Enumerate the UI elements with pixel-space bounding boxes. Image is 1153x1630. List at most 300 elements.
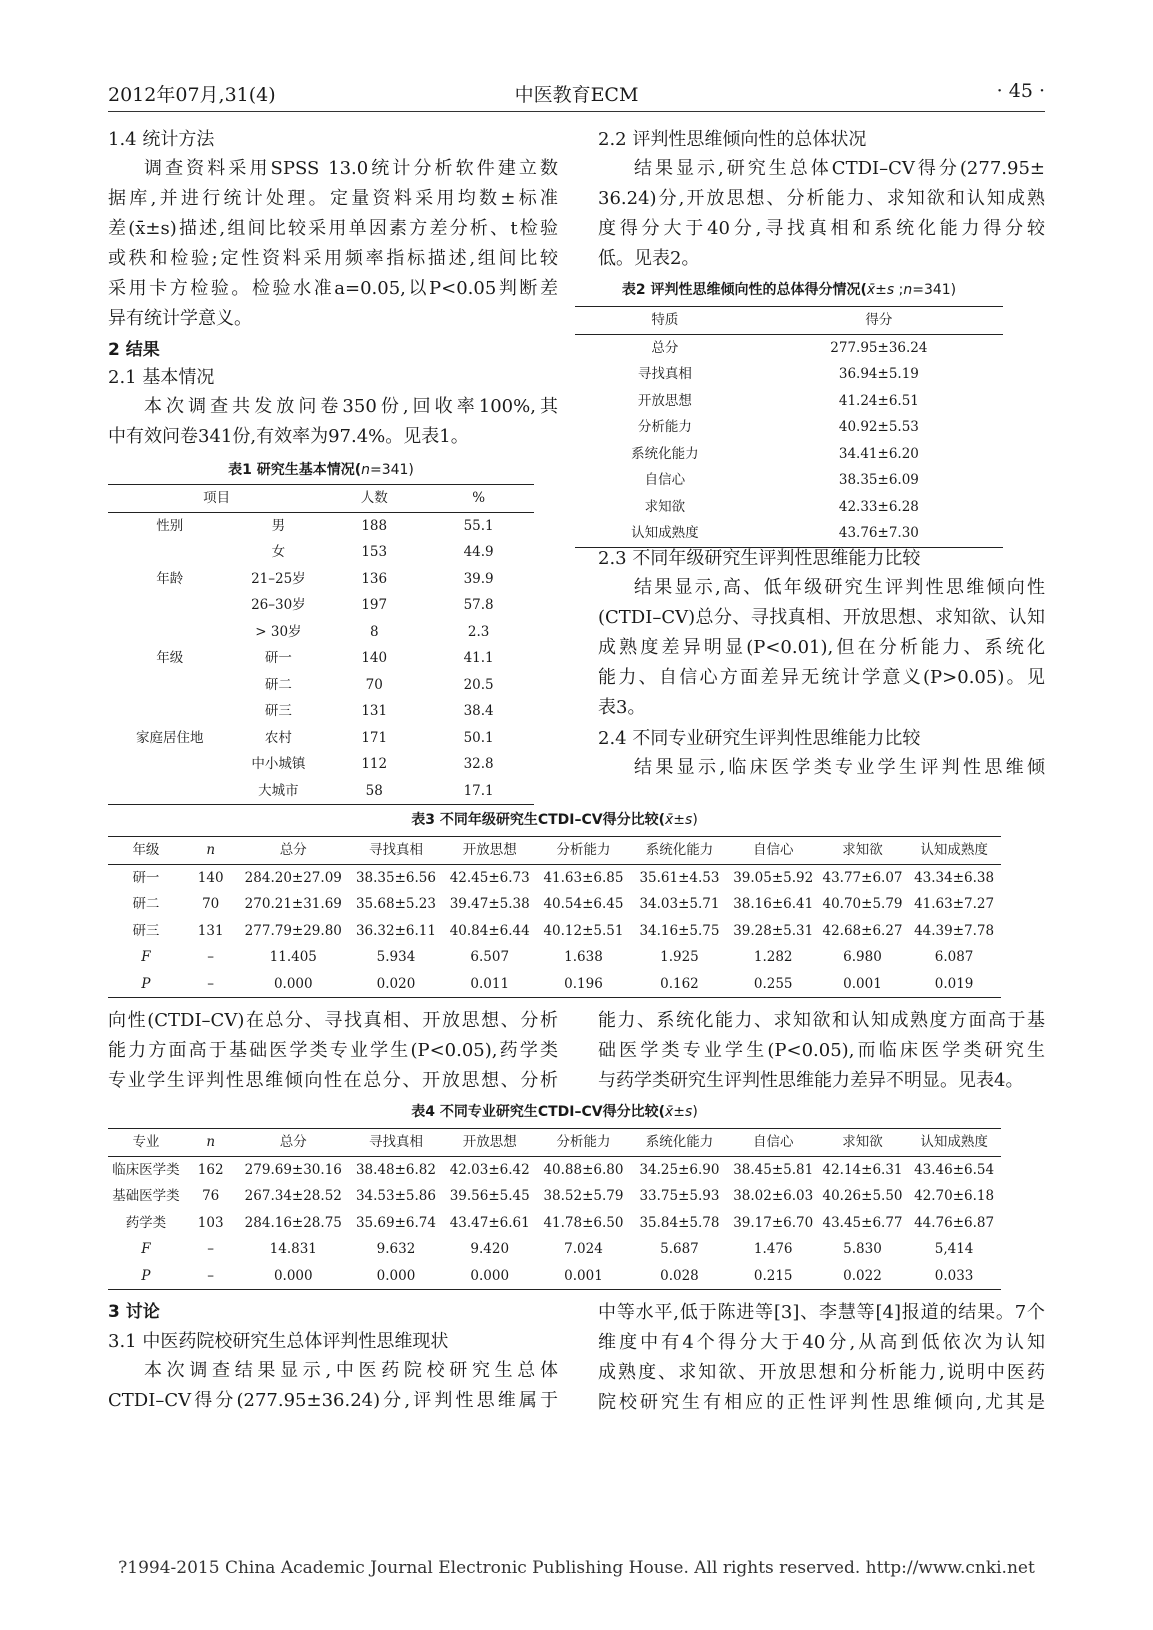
table-row	[108, 566, 534, 593]
running-header	[108, 80, 1045, 110]
column-header: 寻找真相	[368, 1134, 423, 1150]
table-header-row	[108, 837, 1001, 865]
table-cell: –	[207, 949, 215, 965]
text-line: 度得分大于40分,寻找真相和系统化能力得分较	[598, 218, 1045, 239]
table-cell: 1.476	[753, 1241, 793, 1257]
table-cell: 43.47±6.61	[449, 1214, 530, 1231]
table-cell: 140	[361, 650, 388, 666]
table-cell: 0.019	[934, 975, 974, 992]
text-line: 结果显示,临床医学类专业学生评判性思维倾	[634, 757, 1045, 778]
table-cell: 1.925	[660, 949, 699, 965]
table-cell: 0.000	[376, 1267, 416, 1284]
table-1	[108, 458, 534, 805]
table-4-body	[108, 1156, 1001, 1290]
right-column-mid	[598, 545, 1045, 783]
table-cell: 0.001	[843, 975, 882, 992]
table-cell: 年龄	[156, 570, 184, 587]
table-row	[108, 1263, 1001, 1290]
table-cell: 32.8	[463, 756, 494, 772]
table-cell: 34.16±5.75	[639, 922, 720, 939]
table-row	[108, 1183, 1001, 1210]
text-line: 础医学类专业学生(P<0.05),而临床医学类研究生	[598, 1040, 1045, 1061]
text-line: 能力、系统化能力、求知欲和认知成熟度方面高于基	[598, 1010, 1045, 1031]
table-cell: 43.46±6.54	[914, 1161, 995, 1178]
heading-2-3: 2.3 不同年级研究生评判性思维能力比较	[598, 548, 921, 569]
table-cell: 42.68±6.27	[822, 922, 903, 939]
table-cell	[108, 698, 232, 725]
table-cell	[108, 751, 232, 778]
table-cell: 34.03±5.71	[639, 896, 720, 912]
table-cell: 性别	[156, 517, 184, 534]
column-header: 寻找真相	[368, 842, 423, 858]
text-line: 差(x̄±s)描述,组间比较采用单因素方差分析、t检验	[108, 218, 558, 239]
table-row	[575, 388, 1003, 415]
table-cell: 38.35±6.56	[355, 869, 436, 886]
table-cell: 0.000	[273, 1267, 313, 1284]
text-line: 本次调查结果显示,中医药院校研究生总体	[144, 1360, 558, 1381]
caption-tail: =341)	[912, 282, 957, 298]
table-cell: 39.28±5.31	[733, 922, 814, 939]
table-cell	[108, 672, 232, 699]
caption-stat: x̄±s	[866, 282, 895, 298]
text-line: 结果显示,高、低年级研究生评判性思维倾向性	[634, 577, 1045, 598]
caption-tail: )	[692, 812, 698, 828]
table-cell: 女	[271, 544, 286, 560]
para-2-4-cont2	[598, 1006, 1045, 1096]
para-3-1-cont	[598, 1298, 1045, 1418]
table-cell: 34.53±5.86	[355, 1188, 436, 1204]
table-row	[108, 592, 534, 619]
table-cell: 38.16±6.41	[733, 896, 814, 912]
table-cell: 39.9	[463, 570, 494, 587]
table-cell: 男	[271, 517, 286, 534]
table-row	[575, 441, 1003, 468]
table-cell: 5.687	[660, 1241, 699, 1257]
text-line: 调查资料采用SPSS 13.0统计分析软件建立数	[144, 158, 558, 179]
table-cell: 38.4	[463, 703, 494, 719]
table-2-caption	[575, 278, 1003, 302]
table-cell: 0.022	[843, 1267, 882, 1284]
text-line: 表3。	[598, 697, 646, 718]
table-row	[575, 334, 1003, 361]
table-1-body	[108, 512, 534, 805]
table-row	[108, 672, 534, 699]
caption-text: 表3 不同年级研究生CTDI–CV得分比较(	[411, 812, 665, 828]
table-cell: 33.75±5.93	[639, 1188, 720, 1204]
table-cell: 研一	[264, 650, 292, 666]
table-cell: 1.638	[564, 949, 603, 965]
table-cell: 0.011	[470, 975, 510, 992]
table-cell: 42.03±6.42	[449, 1161, 530, 1178]
table-cell: 药学类	[125, 1214, 167, 1231]
left-column-top	[108, 126, 558, 452]
table-cell: 17.1	[463, 782, 494, 799]
table-row	[108, 512, 534, 539]
table-row	[108, 1210, 1001, 1237]
table-cell: 6.507	[470, 949, 510, 965]
table-row	[108, 1156, 1001, 1183]
column-header: 认知成熟度	[920, 842, 988, 858]
table-cell: 35.69±6.74	[355, 1214, 436, 1231]
table-cell: 57.8	[463, 597, 494, 613]
column-header: 开放思想	[462, 1134, 517, 1150]
table-cell: 研一	[132, 869, 160, 886]
table-row	[108, 778, 534, 805]
column-header: 人数	[360, 490, 388, 506]
table-3-caption	[108, 808, 1001, 832]
table-row	[108, 971, 1001, 998]
text-line: 或秩和检验;定性资料采用频率指标描述,组间比较	[108, 248, 558, 269]
text-line: 中有效问卷341份,有效率为97.4%。见表1。	[108, 426, 469, 447]
table-cell: 188	[361, 517, 388, 534]
table-cell: –	[207, 1241, 215, 1257]
text-line: 结果显示,研究生总体CTDI–CV得分(277.95±	[634, 158, 1045, 179]
table-cell: 40.84±6.44	[449, 922, 530, 939]
table-cell: 7.024	[564, 1241, 603, 1257]
table-cell	[108, 778, 232, 805]
table-cell: 279.69±30.16	[244, 1161, 342, 1178]
text-line: 低。见表2。	[598, 248, 700, 269]
table-cell: 11.405	[269, 949, 317, 965]
table-header-row	[108, 485, 534, 513]
caption-sep: ;	[894, 282, 904, 298]
text-line: 成熟度差异明显(P<0.01),但在分析能力、系统化	[598, 637, 1045, 658]
table-4-grid	[108, 1128, 1001, 1290]
table-cell: 267.34±28.52	[244, 1188, 342, 1204]
table-cell: 41.24±6.51	[838, 392, 919, 409]
table-cell: 38.45±5.81	[733, 1161, 814, 1178]
table-cell: 284.20±27.09	[244, 869, 342, 886]
table-cell: 0.255	[753, 975, 793, 992]
column-header: 认知成熟度	[920, 1134, 988, 1150]
table-cell: 开放思想	[637, 392, 692, 409]
text-line: 专业学生评判性思维倾向性在总分、开放思想、分析	[108, 1070, 558, 1091]
table-cell: 43.45±6.77	[822, 1214, 903, 1231]
table-cell: 6.980	[843, 949, 882, 965]
table-3-grid	[108, 836, 1001, 998]
table-3	[108, 808, 1001, 998]
table-row	[108, 619, 534, 646]
table-cell: 34.41±6.20	[838, 445, 919, 462]
text-line: 据库,并进行统计处理。定量资料采用均数±标准	[108, 188, 558, 209]
table-cell: 38.35±6.09	[838, 472, 919, 488]
table-4	[108, 1100, 1001, 1290]
table-cell: 26–30岁	[251, 597, 306, 613]
table-cell: 5,414	[934, 1241, 974, 1257]
heading-1-4: 1.4 统计方法	[108, 129, 215, 150]
text-line: 维度中有4个得分大于40分,从高到低依次为认知	[598, 1332, 1045, 1353]
table-row	[575, 494, 1003, 521]
table-cell: > 30岁	[255, 623, 302, 640]
table-cell: 50.1	[463, 729, 494, 746]
table-cell: 40.26±5.50	[822, 1188, 903, 1204]
table-cell: 20.5	[463, 676, 494, 693]
table-cell: 39.17±6.70	[733, 1214, 814, 1231]
table-row	[108, 698, 534, 725]
text-line: 36.24)分,开放思想、分析能力、求知欲和认知成熟	[598, 188, 1045, 209]
table-cell: 21–25岁	[251, 570, 306, 587]
table-cell: 43.76±7.30	[838, 525, 919, 541]
journal-date: 2012年07月,31(4)	[108, 84, 276, 106]
heading-2: 2 结果	[108, 340, 160, 360]
heading-3: 3 讨论	[108, 1302, 160, 1322]
column-header: 专业	[132, 1134, 160, 1150]
caption-n: n	[903, 282, 913, 298]
column-header: 分析能力	[556, 842, 611, 858]
column-header: 开放思想	[462, 842, 517, 858]
para-2-4	[598, 753, 1045, 783]
table-cell: 大城市	[258, 782, 299, 799]
left-column-mid	[108, 1006, 558, 1096]
table-cell: 44.9	[463, 544, 494, 560]
table-cell: 农村	[264, 729, 292, 746]
column-header: 年级	[132, 842, 160, 858]
column-header: 自信心	[752, 842, 794, 858]
text-line: 异有统计学意义。	[108, 308, 252, 329]
table-row	[108, 725, 534, 752]
table-cell: F	[141, 949, 151, 965]
table-cell: 76	[202, 1188, 220, 1204]
table-cell: 总分	[651, 339, 679, 356]
table-cell: –	[207, 975, 215, 992]
table-cell: F	[141, 1241, 151, 1257]
column-header: 求知欲	[842, 1134, 883, 1150]
column-header: 得分	[865, 312, 893, 328]
table-cell: 42.33±6.28	[838, 498, 919, 515]
caption-tail: )	[692, 1104, 698, 1120]
table-cell: 131	[197, 922, 224, 939]
heading-2-2: 2.2 评判性思维倾向性的总体状况	[598, 129, 867, 150]
table-cell: 0.000	[273, 975, 313, 992]
right-column-bottom	[598, 1298, 1045, 1418]
column-header: n	[206, 842, 216, 858]
para-2-4-cont	[108, 1006, 558, 1096]
table-1-grid	[108, 484, 534, 805]
table-cell: 0.020	[376, 975, 416, 992]
table-3-body	[108, 864, 1001, 998]
table-2-body	[575, 334, 1003, 547]
para-1-4	[108, 154, 558, 334]
heading-3-1: 3.1 中医药院校研究生总体评判性思维现状	[108, 1331, 449, 1352]
table-cell: 自信心	[644, 472, 686, 488]
table-cell: 认知成熟度	[631, 525, 699, 541]
heading-2-1: 2.1 基本情况	[108, 367, 215, 388]
text-line: 能力、自信心方面差异无统计学意义(P>0.05)。见	[598, 667, 1045, 688]
table-cell: 研二	[132, 896, 160, 912]
table-cell: 70	[365, 676, 383, 693]
table-cell: 44.39±7.78	[914, 922, 995, 939]
table-cell: 0.033	[934, 1267, 974, 1284]
text-line: 采用卡方检验。检验水准a=0.05,以P<0.05判断差	[108, 278, 558, 299]
column-header: 总分	[279, 842, 307, 858]
table-cell: 0.028	[660, 1267, 699, 1284]
table-cell: 38.52±5.79	[543, 1188, 624, 1204]
table-cell: 研三	[264, 703, 292, 719]
table-row	[108, 1236, 1001, 1263]
table-row	[108, 891, 1001, 918]
table-4-caption	[108, 1100, 1001, 1124]
journal-name: 中医教育ECM	[514, 84, 639, 106]
table-cell: 34.25±6.90	[639, 1161, 720, 1178]
column-header: 项目	[203, 490, 231, 506]
table-cell: 270.21±31.69	[244, 896, 342, 912]
text-line: 本次调查共发放问卷350份,回收率100%,其	[144, 396, 558, 417]
text-line: 成熟度、求知欲、开放思想和分析能力,说明中医药	[598, 1362, 1045, 1383]
table-cell: 42.70±6.18	[914, 1188, 995, 1204]
table-row	[575, 467, 1003, 494]
table-cell: 8	[369, 623, 379, 640]
table-cell: 197	[361, 597, 388, 613]
caption-stat: x̄±s	[665, 1104, 693, 1120]
table-cell: 40.54±6.45	[543, 896, 624, 912]
column-header: 分析能力	[556, 1134, 611, 1150]
column-header: 求知欲	[842, 842, 883, 858]
column-header: 自信心	[752, 1134, 794, 1150]
table-cell: 70	[202, 896, 220, 912]
table-1-caption	[108, 458, 534, 482]
table-cell: 55.1	[463, 517, 494, 534]
header-rule	[108, 111, 1045, 112]
text-line: CTDI–CV得分(277.95±36.24)分,评判性思维属于	[108, 1390, 558, 1411]
text-line: 向性(CTDI–CV)在总分、寻找真相、开放思想、分析	[108, 1010, 558, 1031]
table-cell: 58	[365, 782, 383, 799]
table-cell: 基础医学类	[112, 1188, 180, 1204]
table-row	[575, 414, 1003, 441]
table-cell: 40.88±6.80	[543, 1161, 624, 1178]
table-cell: 39.05±5.92	[733, 869, 814, 886]
table-cell: 39.56±5.45	[449, 1188, 530, 1204]
column-header: 特质	[651, 312, 679, 328]
table-cell: 38.02±6.03	[733, 1188, 814, 1204]
table-cell: 35.84±5.78	[639, 1214, 720, 1231]
table-cell: 43.34±6.38	[914, 869, 995, 886]
caption-stat: x̄±s	[665, 812, 693, 828]
table-cell: 42.14±6.31	[822, 1161, 903, 1178]
table-cell: 284.16±28.75	[244, 1214, 342, 1231]
table-cell: 131	[361, 703, 388, 719]
text-line: 与药学类研究生评判性思维能力差异不明显。见表4。	[598, 1070, 1024, 1091]
table-cell: P	[141, 975, 151, 992]
table-cell: 临床医学类	[112, 1161, 180, 1178]
table-cell: 系统化能力	[631, 445, 699, 462]
table-cell: 分析能力	[637, 419, 692, 435]
table-cell: 38.48±6.82	[355, 1161, 436, 1178]
caption-text: 表1 研究生基本情况(	[228, 462, 362, 478]
table-cell: 研二	[264, 676, 292, 693]
para-2-1	[108, 392, 558, 452]
table-cell: 寻找真相	[637, 366, 692, 382]
table-cell: 39.47±5.38	[449, 896, 530, 912]
table-cell: 41.63±7.27	[914, 896, 995, 912]
table-row	[108, 864, 1001, 891]
text-line: 能力方面高于基础医学类专业学生(P<0.05),药学类	[108, 1040, 558, 1061]
table-row	[108, 645, 534, 672]
table-cell	[108, 539, 232, 566]
table-cell: 277.95±36.24	[830, 339, 928, 356]
table-cell: 36.94±5.19	[838, 366, 919, 382]
column-header: 系统化能力	[645, 842, 714, 858]
column-header: 系统化能力	[645, 1134, 714, 1150]
table-cell: 35.68±5.23	[355, 896, 436, 912]
text-line: 中等水平,低于陈进等[3]、李慧等[4]报道的结果。7个	[598, 1302, 1045, 1323]
table-cell: 中小城镇	[251, 756, 306, 772]
table-cell: 40.92±5.53	[838, 419, 919, 435]
table-cell: 0.162	[660, 975, 699, 992]
table-cell: 研三	[132, 922, 160, 939]
table-header-row	[575, 307, 1003, 335]
para-2-2	[598, 154, 1045, 274]
table-cell	[108, 619, 232, 646]
table-cell: 6.087	[934, 949, 974, 965]
column-header: %	[472, 490, 486, 506]
caption-text: 表2 评判性思维倾向性的总体得分情况(	[621, 282, 867, 298]
table-cell: 0.001	[564, 1267, 603, 1284]
table-cell: 40.12±5.51	[543, 922, 624, 939]
text-line: 院校研究生有相应的正性评判性思维倾向,尤其是	[598, 1392, 1045, 1413]
para-3-1	[108, 1356, 558, 1416]
table-cell: 1.282	[753, 949, 793, 965]
table-2-grid	[575, 306, 1003, 548]
table-cell	[108, 592, 232, 619]
left-column-bottom	[108, 1298, 558, 1416]
table-cell: 136	[361, 570, 388, 587]
table-cell: P	[141, 1267, 151, 1284]
table-cell: 2.3	[467, 623, 490, 640]
table-cell: 家庭居住地	[136, 729, 204, 746]
text-line: (CTDI–CV)总分、寻找真相、开放思想、求知欲、认知	[598, 607, 1045, 628]
table-cell: 140	[197, 869, 224, 886]
table-cell: 277.79±29.80	[244, 922, 342, 939]
table-cell: 41.1	[463, 650, 494, 666]
table-cell: 40.70±5.79	[822, 896, 903, 912]
table-cell: 162	[197, 1161, 224, 1178]
column-header: n	[206, 1134, 216, 1150]
table-cell: 14.831	[269, 1241, 317, 1257]
table-cell: 求知欲	[644, 498, 686, 515]
table-row	[108, 751, 534, 778]
caption-n: n	[361, 462, 370, 478]
table-header-row	[108, 1129, 1001, 1157]
table-row	[575, 520, 1003, 547]
right-column-mid2	[598, 1006, 1045, 1096]
table-2	[575, 278, 1003, 548]
table-cell: 35.61±4.53	[639, 869, 720, 886]
right-column-top	[598, 126, 1045, 274]
table-cell: 41.78±6.50	[543, 1214, 624, 1231]
table-cell: 9.632	[376, 1241, 416, 1257]
table-cell: 0.215	[753, 1267, 793, 1284]
column-header: 总分	[279, 1134, 307, 1150]
page-number: · 45 ·	[996, 80, 1045, 102]
caption-text: 表4 不同专业研究生CTDI–CV得分比较(	[411, 1104, 665, 1120]
table-row	[108, 918, 1001, 945]
table-cell: 9.420	[470, 1241, 510, 1257]
table-cell: 0.196	[564, 975, 603, 992]
table-cell: 36.32±6.11	[355, 922, 436, 939]
table-cell: 0.000	[470, 1267, 510, 1284]
table-cell: 43.77±6.07	[822, 869, 903, 886]
table-cell: 44.76±6.87	[914, 1214, 995, 1231]
table-cell: 5.830	[843, 1241, 882, 1257]
table-cell: –	[207, 1267, 215, 1284]
table-cell: 年级	[156, 650, 184, 666]
para-2-3	[598, 573, 1045, 723]
table-row	[108, 539, 534, 566]
heading-2-4: 2.4 不同专业研究生评判性思维能力比较	[598, 728, 921, 749]
table-cell: 171	[361, 729, 388, 746]
table-row	[108, 944, 1001, 971]
table-cell: 42.45±6.73	[449, 869, 530, 886]
